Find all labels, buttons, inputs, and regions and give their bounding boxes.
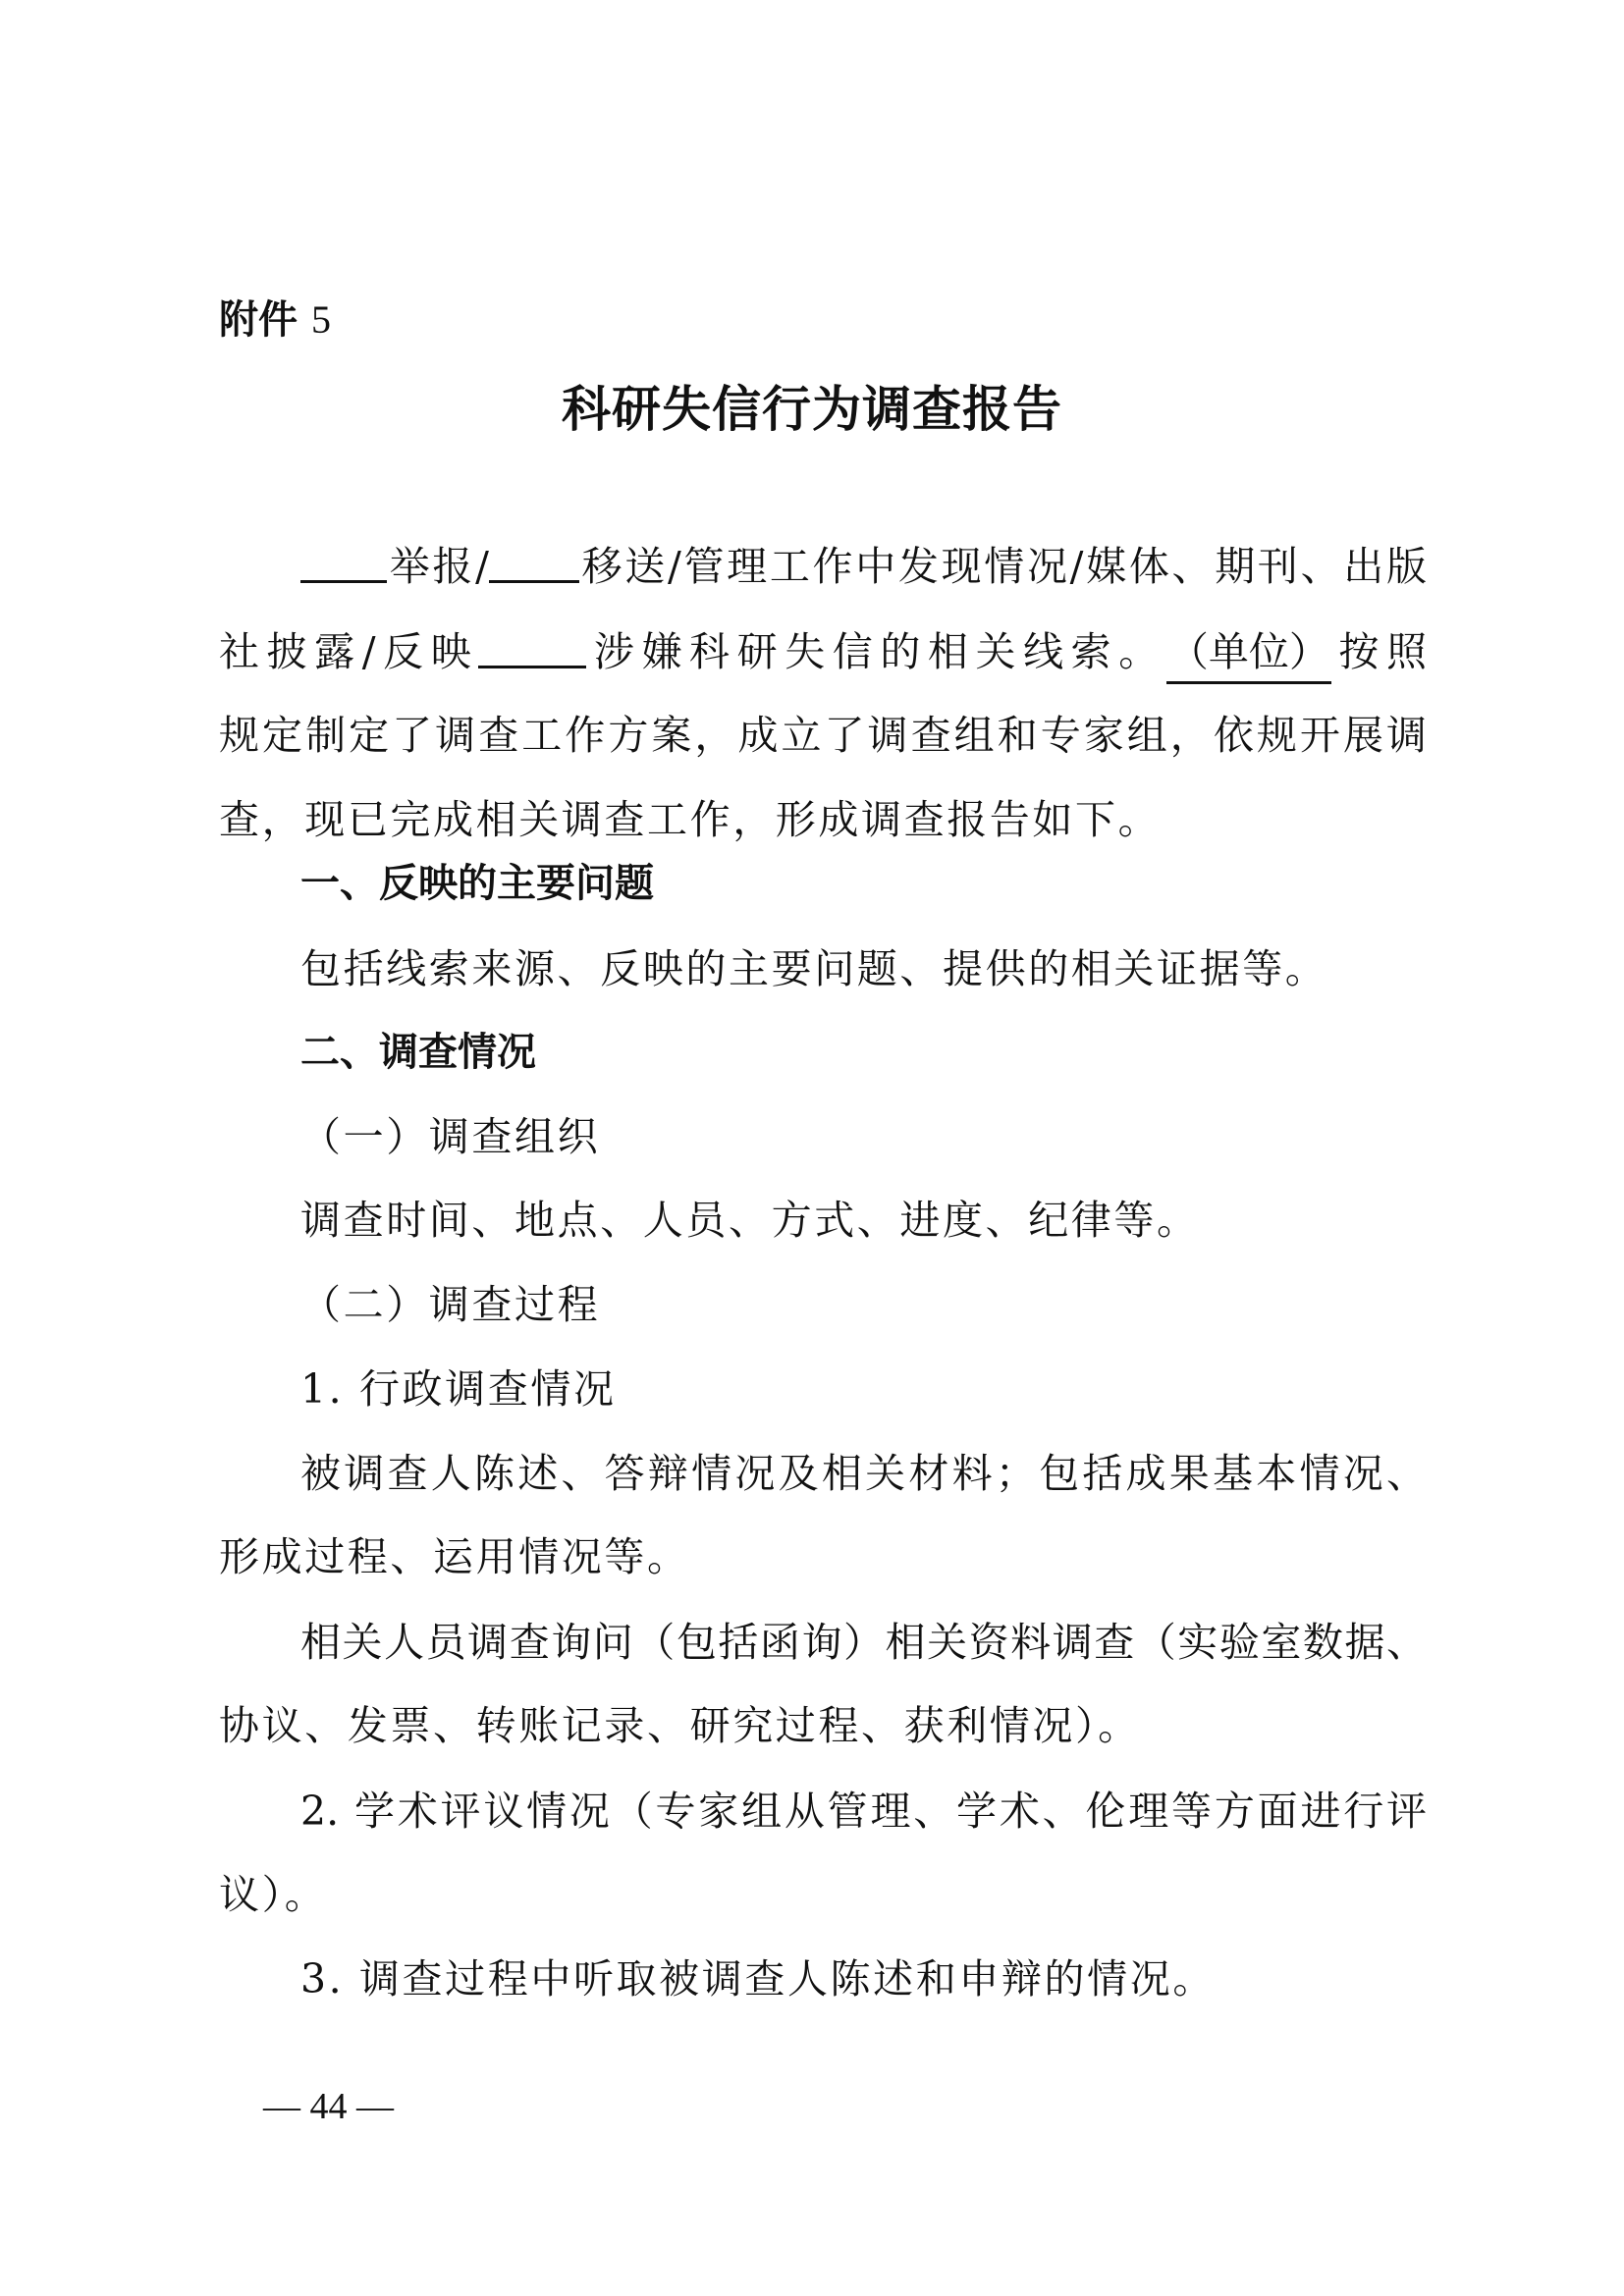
attachment-number: 5 [310,297,331,342]
subsection-heading-1: （一）调查组织 [300,1113,601,1160]
attachment-text: 附件 [219,297,298,343]
intro-text: 举报/ [387,543,489,590]
item-1-line-1: 被调查人陈述、答辩情况及相关材料；包括成果基本情况、 [300,1450,1427,1497]
item-2-line-2: 议）。 [219,1871,328,1918]
subsection-heading-2: （二）调查过程 [300,1281,601,1328]
item-1-line-4: 协议、发票、转账记录、研究过程、获利情况）。 [219,1702,1141,1749]
intro-line-3: 规定制定了调查工作方案，成立了调查组和专家组，依规开展调 [219,712,1427,759]
attachment-label [219,293,331,347]
item-2-line-1: 2. 学术评议情况（专家组从管理、学术、伦理等方面进行评 [300,1788,1427,1835]
subsection-body-1: 调查时间、地点、人员、方式、进度、纪律等。 [300,1197,1200,1244]
section-body-1: 包括线索来源、反映的主要问题、提供的相关证据等。 [300,945,1328,992]
unit-field: （单位） [1166,622,1331,684]
intro-text: 社披露/反映 [219,628,479,675]
intro-line-2 [219,622,1427,684]
item-1-line-2: 形成过程、运用情况等。 [219,1533,690,1580]
page-number: — 44 — [263,2086,394,2127]
blank-field-2 [489,537,579,583]
blank-field-3 [478,622,586,668]
intro-text: 移送/管理工作中发现情况/媒体、期刊、出版 [578,543,1427,590]
intro-text: 按照 [1330,628,1428,675]
intro-line-1 [300,537,1427,596]
section-heading-2: 二、调查情况 [300,1030,536,1075]
item-1-line-3: 相关人员调查询问（包括函询）相关资料调查（实验室数据、 [300,1619,1427,1666]
blank-field-1 [300,537,387,583]
item-3: 3. 调查过程中听取被调查人陈述和申辩的情况。 [300,1955,1216,2002]
section-heading-1: 一、反映的主要问题 [300,861,654,906]
page-title: 科研失信行为调查报告 [562,381,1062,438]
intro-line-4: 查，现已完成相关调查工作，形成调查报告如下。 [219,796,1162,843]
intro-text: 涉嫌科研失信的相关线索。 [586,628,1166,675]
item-1-title: 1. 行政调查情况 [300,1365,617,1413]
